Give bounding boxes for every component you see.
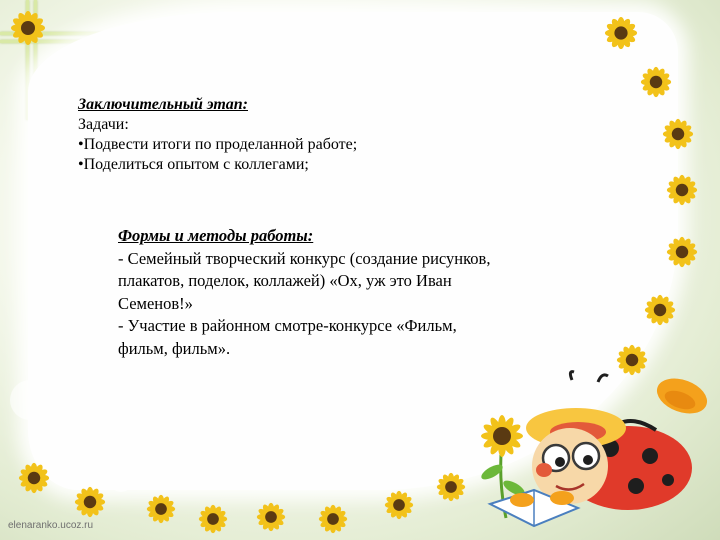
sunflower-icon	[146, 494, 176, 524]
methods-heading: Формы и методы работы:	[118, 226, 314, 245]
methods-line: - Семейный творческий конкурс (создание рисунков,	[118, 248, 491, 268]
sunflower-icon	[10, 10, 46, 46]
sunflower-icon	[666, 174, 698, 206]
methods-line: плакатов, поделок, коллажей) «Ох, уж это Иван	[118, 271, 452, 290]
sunflower-icon	[318, 504, 348, 534]
sunflower-icon	[256, 502, 286, 532]
task-item: •Подвести итоги по проделанной работе;	[78, 136, 358, 153]
final-stage-heading: Заключительный этап:	[78, 96, 248, 113]
task-item: •Поделиться опытом с коллегами;	[78, 156, 309, 173]
methods-line: фильм, фильм».	[118, 338, 231, 358]
final-stage-block	[78, 95, 498, 175]
sunflower-icon	[198, 504, 228, 534]
sunflower-icon	[640, 66, 672, 98]
sunflower-icon	[662, 118, 694, 150]
sunflower-icon	[604, 16, 638, 50]
sunflower-icon	[74, 486, 106, 518]
watermark: elenaranko.ucoz.ru	[8, 520, 94, 531]
sunflower-icon	[18, 462, 50, 494]
ladybug-illustration	[460, 370, 716, 538]
methods-block	[118, 225, 588, 360]
methods-line: Семенов!»	[118, 293, 193, 313]
methods-line: - Участие в районном смотре-конкурсе «Фильм,	[118, 316, 457, 335]
tasks-label: Задачи:	[78, 116, 129, 133]
sunflower-icon	[666, 236, 698, 268]
sunflower-icon	[644, 294, 676, 326]
sunflower-icon	[384, 490, 414, 520]
